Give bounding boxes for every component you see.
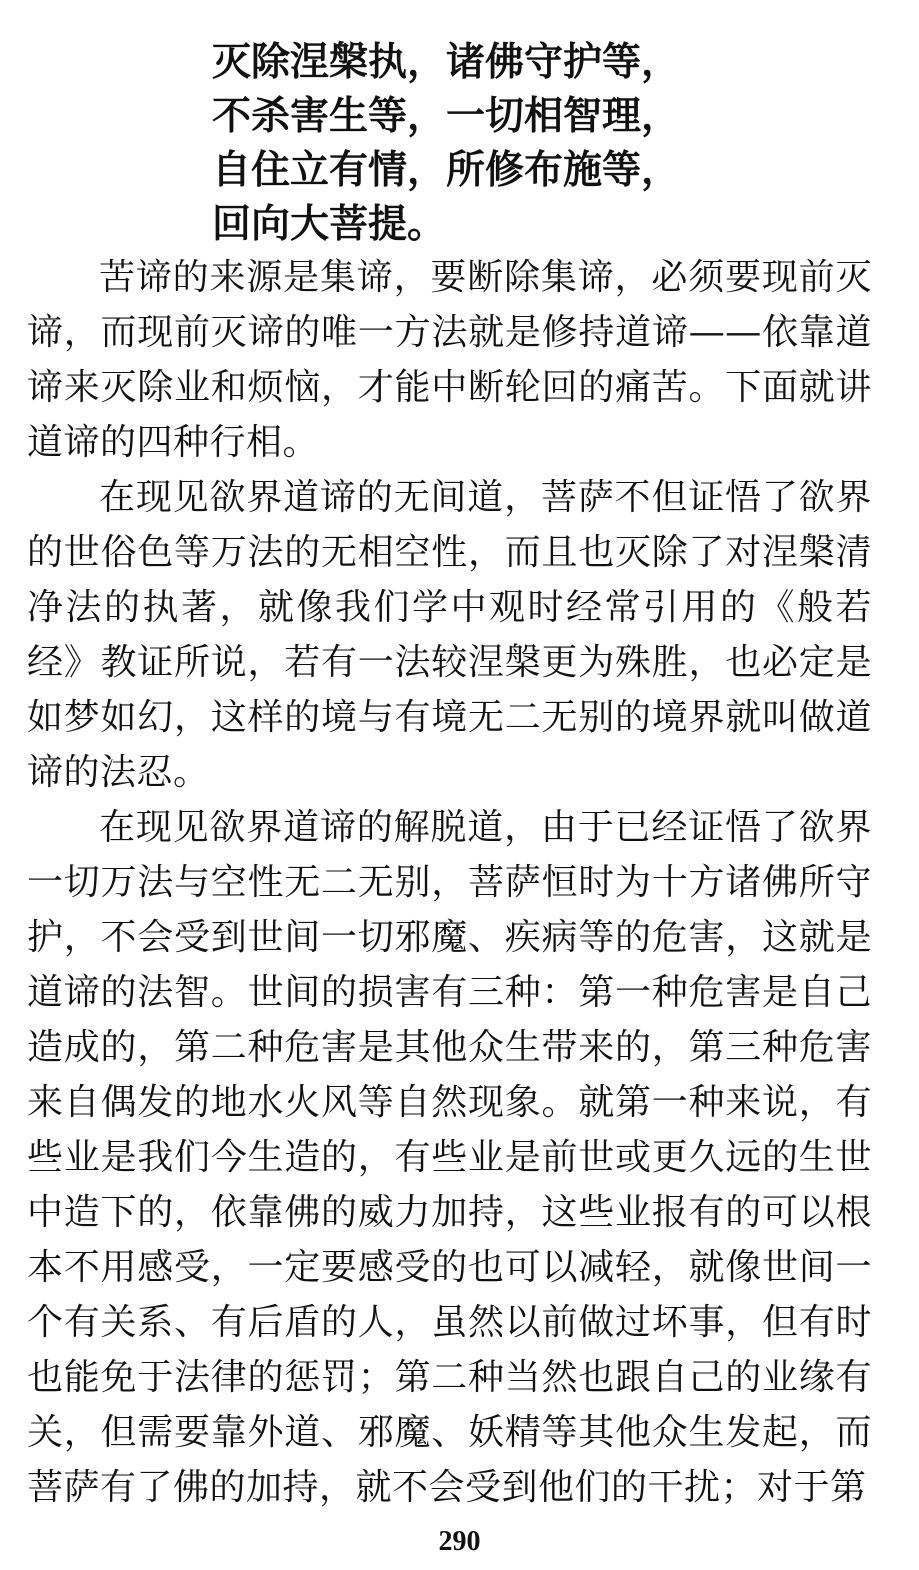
verse-line-4: 回向大菩提。 <box>212 202 447 247</box>
paragraph-3: 在现见欲界道谛的解脱道，由于已经证悟了欲界一切万法与空性无二无别，菩萨恒时为十方诸佛所守护，不会受到世间一切邪魔、疾病等的危害，这就是道谛的法智。世间的损害有三种：第一种危害是自己造成的，第二种危害是其他众生带来的，第三种危害来自偶发的地水火风等自然现象。就第一种来说，有些业是我们今生造的，有些业是前世或更久远的生世中造下的，依靠佛的威力加持，这些业报有的可以根本不用感受，一定要感受的也可以减轻，就像世间一个有关系、有后盾的人，虽然以前做过坏事，但有时也能免于法律的惩罚；第二种当然也跟自己的业缘有关，但需要靠外道、邪魔、妖精等其他众生发起，而菩萨有了佛的加持，就不会受到他们的干扰；对于第 <box>27 807 872 1508</box>
verse-block <box>212 36 852 252</box>
verse-line-3: 自住立有情，所修布施等， <box>212 148 681 193</box>
verse-line-1: 灭除涅槃执，诸佛守护等， <box>212 40 681 85</box>
paragraph-2: 在现见欲界道谛的无间道，菩萨不但证悟了欲界的世俗色等万法的无相空性，而且也灭除了对涅槃清净法的执著，就像我们学中观时经常引用的《般若经》教证所说，若有一法较涅槃更为殊胜，也必定是如梦如幻，这样的境与有境无二无别的境界就叫做道谛的法忍。 <box>27 477 872 793</box>
verse-line-2: 不杀害生等，一切相智理， <box>212 94 681 139</box>
paragraph-1: 苦谛的来源是集谛，要断除集谛，必须要现前灭谛，而现前灭谛的唯一方法就是修持道谛——依靠道谛来灭除业和烦恼，才能中断轮回的痛苦。下面就讲道谛的四种行相。 <box>27 257 872 463</box>
body-text <box>27 250 872 1515</box>
page-number: 290 <box>438 1526 481 1557</box>
